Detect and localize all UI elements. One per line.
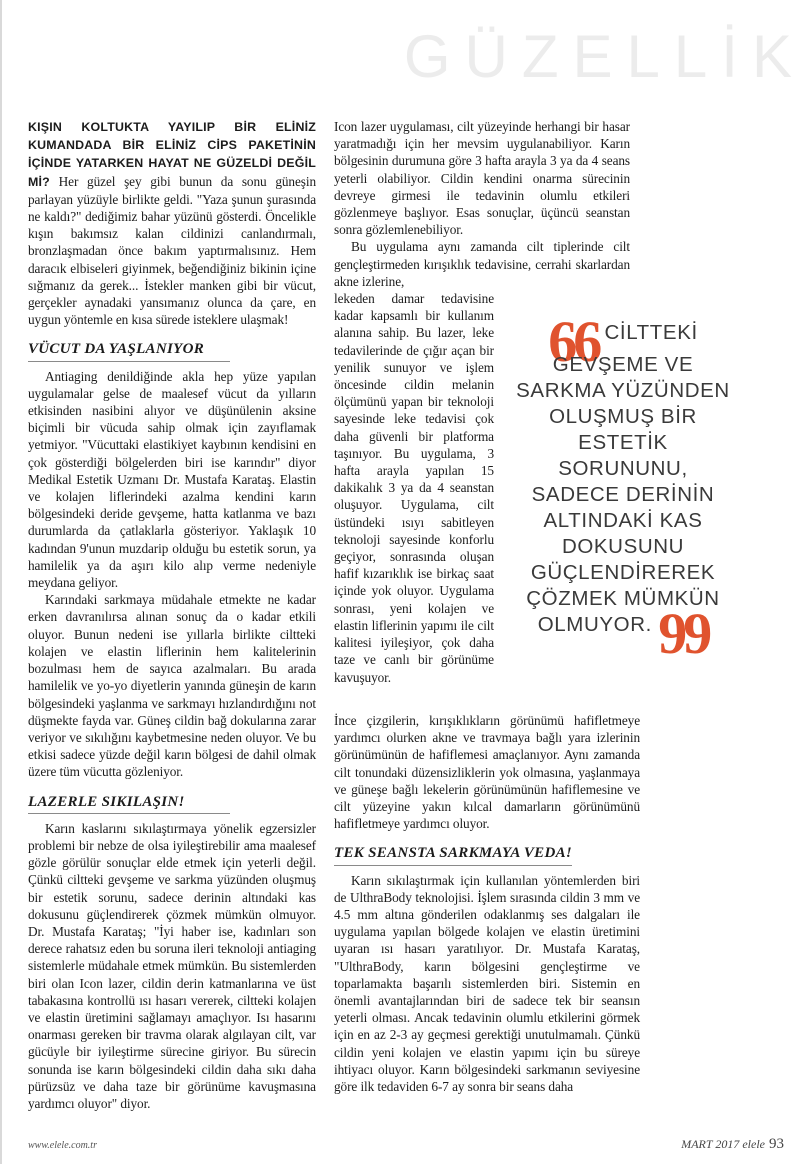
paragraph: Icon lazer uygulaması, cilt yüzeyinde herhangi bir hasar yaratmadığı için her mevsim uygulanabiliyor. Karın bölgesinin durumuna göre 3 hafta arayla 3 ya da 4 seans yeterli olabiliyor. Cildin kendini onarma sürecinin devreye girmesi ile tedavinin olumlu etkileri gözlenmeye başlıyor. Esas sonuçlar, üçüncü seanstan sonra gözlemlenebiliyor.	[334, 119, 630, 238]
open-quote-mark: 66	[548, 309, 599, 374]
pull-quote-text: CİLTTEKİ GEVŞEME VE SARKMA YÜZÜNDEN OLUŞMUŞ BİR ESTETİK SORUNUNU, SADECE DERİNİN ALTINDAKİ KAS DOKUSUNU GÜÇLENDİREREK ÇÖZMEK MÜMKÜN OLMUYOR.	[516, 321, 730, 636]
paragraph: Karın kaslarını sıkılaştırmaya yönelik egzersizler problemi bir nebze de olsa iyileştirebilir ama maalesef gözle görülür sonuçlar elde etmek için yeterli değil. Çünkü ciltteki gevşeme ve sarkma yüzünden oluşmuş bir estetik sorunu, sadece derinin altındaki kas dokusunu güçlendirerek çözmek mümkün olmuyor. Dr. Mustafa Karataş; "İyi haber ise, kadınları son derece rahatsız eden bu soruna ileri teknoloji antiaging sistemlerle müdahale etmek mümkün. Bu sistemlerden biri olan Icon lazer, cildin derin katmanlarına ve üst tabakasına kontrollü ısı hasarı vererek, ciltteki kolajen ve elastin üretimini sağlamayı amaçlıyor. Isı hasarını onarması gereken bir travma olarak algılayan cilt, var gücüyle bir iyileştirme sürecine giriyor. Bu sürecin sonunda ise karın bölgesindeki cildin daha sıkı daha pürüzsüz ve daha taze bir görünüme kavuşmasına yardımcı oluyor" diyor.	[28, 820, 316, 1111]
section-heading-tek-seans: TEK SEANSTA SARKMAYA VEDA!	[334, 845, 572, 865]
page-edge	[0, 0, 2, 1164]
paragraph: Antiaging denildiğinde akla hep yüze yapılan uygulamalar gelse de maalesef vücut da yılların etkisinden nasibini alıyor ve düşünülenin aksine biçimli bir vücuda sahip olmak için zayıflamak yetmiyor. "Vücuttaki elastikiyet kaybının kendisini en çok gösterdiği bölgelerden biri ise karındır" diyor Medikal Estetik Uzmanı Dr. Mustafa Karataş. Elastin ve kolajen liflerindeki azalma kendini karın bölgesindeki deride gevşeme, hatta katlanma ve bazı durumlarda da çatlaklarla gösteriyor. Yaklaşık 10 kadından 9'unun muzdarip olduğu bu estetik sorun, ya hamilelik ya da aşırı kilo alıp verme nedeniyle meydana geliyor.	[28, 368, 316, 591]
paragraph: Karın sıkılaştırmak için kullanılan yöntemlerden biri de UlthraBody teknolojisi. İşlem sırasında cildin 3 mm ve 4.5 mm altına gönderilen odaklanmış ses dalgaları ile uygulama yapılan bölgede kolajen ve elastin üretimini uyaran ısı hasarı yaratılıyor. Dr. Mustafa Karataş, "UlthraBody, karın bölgesini gençleştirme ve toparlamakta başarılı sistemlerden biri. Sistemin en önemli avantajlarından biri de sadece tek bir seansın yeterli olması. Ancak tedavinin olumlu etkilerini görmek için en az 2-3 ay geçmesi gerektiği unutulmamalı. Çünkü cildin yeni kolajen ve elastin yapımı için bu süreye ihtiyacı oluyor. Karın bölgesindeki sarkmanın seviyesine göre ilk tedaviden 6-7 ay sonra bir seans daha	[334, 872, 640, 1095]
paragraph: Bu uygulama aynı zamanda cilt tiplerinde cilt gençleştirmeden kırışıklık tedavisine, cerrahi skarlardan akne izlerine,	[334, 239, 630, 289]
pull-quote	[516, 309, 730, 666]
lead-paragraph	[28, 118, 316, 328]
section-heading-lazer: LAZERLE SIKILAŞIN!	[28, 794, 230, 814]
lead-text: Her güzel şey gibi bunun da sonu güneşin parlayan yüzüyle birlikte geldi. "Yaza şunun şurasında ne kaldı?" dediğimiz bahar yüzünü gösterdi. Öncelikle kışın bakımsız kalan cildinizi canlandırmalı, bronzlaşmadan önce bakım yaptırmalısınız. Hem daracık elbiseleri giyinmek, beğendiğiniz bikinin içine sığmanız da gerek... İstekler manken gibi bir vücut, gerçekler aynadaki yansımanız olunca da çare, en uygun yöntemle en kısa sürede isteklere ulaşmak!	[28, 173, 316, 328]
issue-label: MART 2017 elele	[681, 1137, 765, 1151]
close-quote-mark: 99	[658, 601, 709, 666]
paragraph-narrow: lekeden damar tedavisine kadar kapsamlı bir kullanım alanına sahip. Bu lazer, leke tedavilerinde de çığır açan bir yenilik sunuyor ve işlem öncesinde cildin melanin ölçümünü yapan bir teknoloji sayesinde leke tedavisi çok daha güvenli bir platforma taşınıyor. Bu uygulama, 3 hafta arayla yapılan 15 dakikalık 3 ya da 4 seanstan oluşuyor. Uygulama, cilt üstündeki ısıyı sabitleyen teknoloji sayesinde konforlu geçiyor, sonrasında oluşan hafif kızarıklık ise birkaç saat içinde yok oluyor. Uygulama sonrası, yeni kolajen ve elastin liflerinin yapımı ile cilt kalitesi iyileşiyor, çok daha taze ve canlı bir görünüme kavuşuyor.	[334, 291, 494, 685]
footer-website: www.elele.com.tr	[28, 1140, 97, 1151]
section-heading-vucut: VÜCUT DA YAŞLANIYOR	[28, 341, 230, 361]
lead-strong: KIŞIN KOLTUKTA YAYILIP BİR ELİNİZ KUMANDADA BİR ELİNİZ CİPS PAKETİNİN İÇİNDE YATARKEN HAYAT NE GÜZELDİ DEĞİL Mİ?	[28, 120, 316, 189]
left-column	[28, 118, 316, 1112]
paragraph: Karındaki sarkmaya müdahale etmekte ne kadar erken davranılırsa alınan sonuç da o kadar etkili oluyor. Bunun nedeni ise yıllarla birlikte ciltteki kolajen ve elastin liflerinin hem kalitelerinin bozulması hem de sayıca azalmaları. Bu arada hamilelik ve yo-yo diyetlerin yanında güneşin de karın bölgesindeki yaşlanma ve sarkmayı hızlandırdığını not düşmekte fayda var. Güneş cildin bağ dokularına zarar veriyor ve sıkılığını kaybetmesine neden oluyor. Ve bu etkisi sadece yüzde değil karın bölgesi de dahil olmak üzere tüm vücutta gözleniyor.	[28, 592, 316, 780]
paragraph: İnce çizgilerin, kırışıklıkların görünümü hafifletmeye yardımcı olurken akne ve travmaya bağlı yara izlerinin görünümünün de hafiflemesi amaçlanıyor. Aynı zamanda cilt tonundaki düzensizliklerin yok olmasına, yaşlanmaya ve güneşe bağlı lekelerin görünümünün hafiflemesine ve cilt yüzeyine yakın kılcal damarların görünümünü hafifletmeye yardımcı oluyor.	[334, 713, 640, 832]
footer-folio	[681, 1136, 784, 1153]
right-column-lower	[334, 712, 640, 1095]
page-number: 93	[769, 1136, 784, 1152]
section-title: GÜZELLİK	[403, 23, 806, 90]
